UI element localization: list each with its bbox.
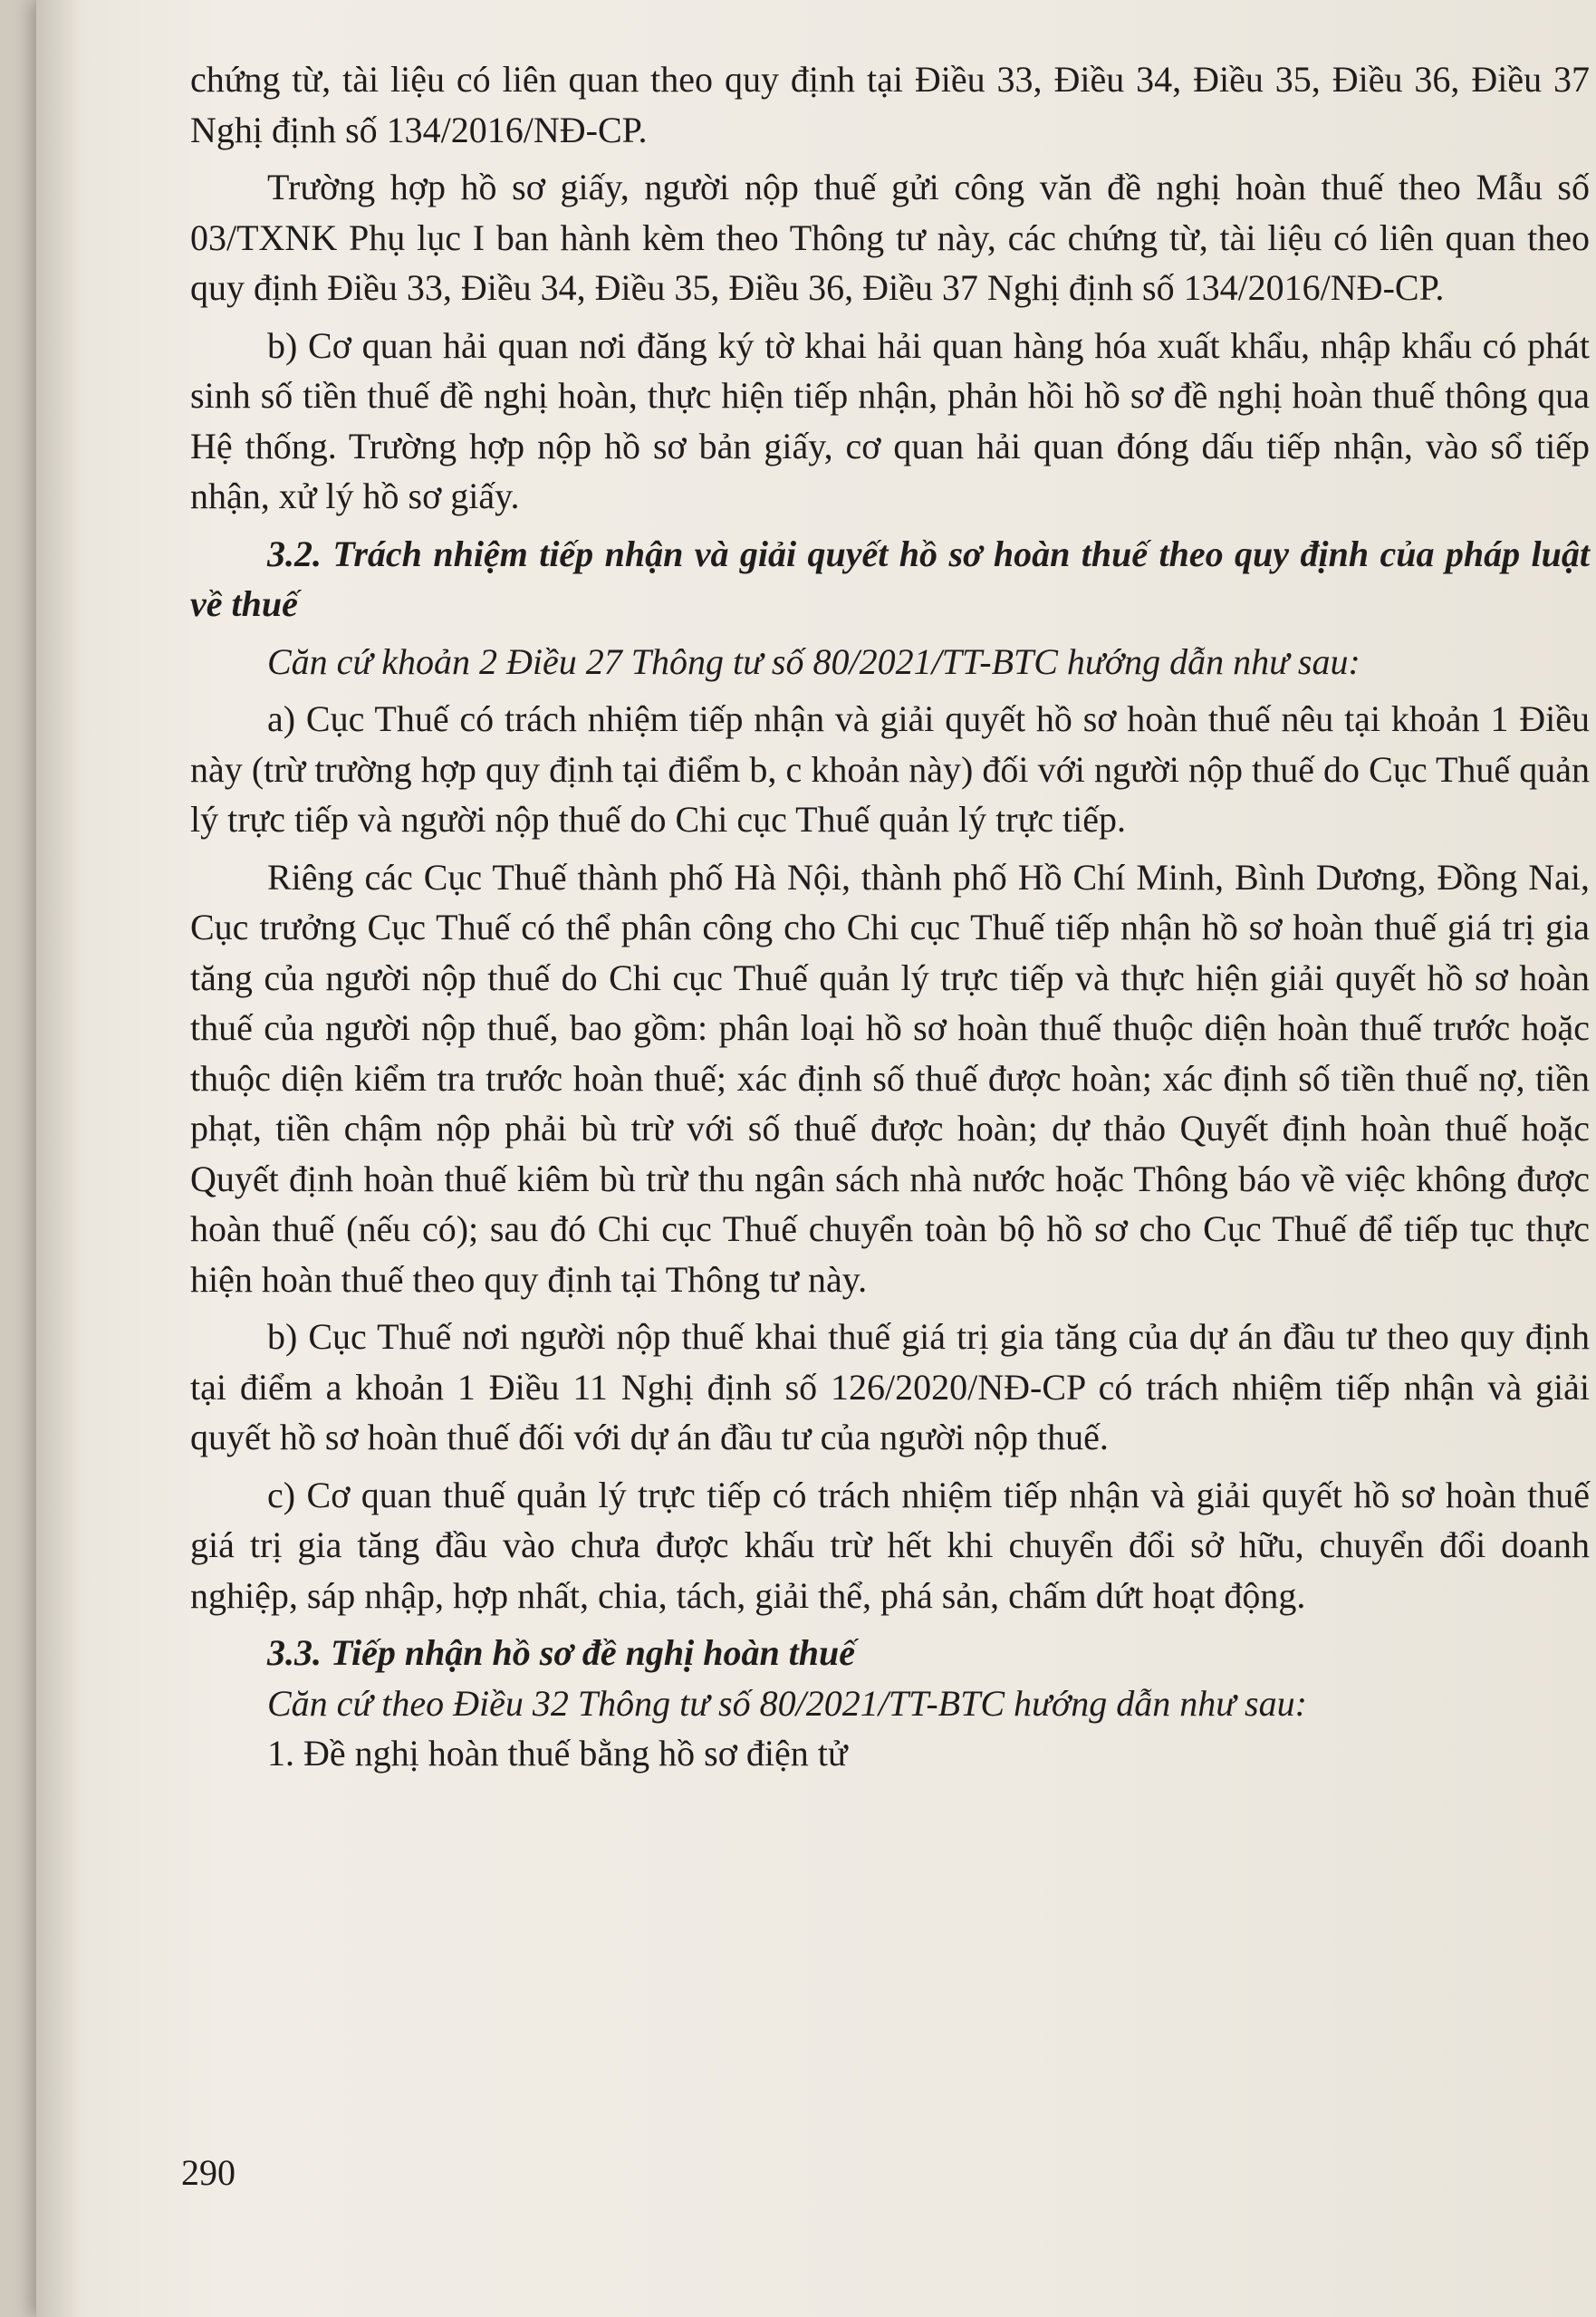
- page-number: 290: [181, 2152, 236, 2193]
- paragraph-continuation: chứng từ, tài liệu có liên quan theo quy định tại Điều 33, Điều 34, Điều 35, Điều 36, Điều 37 Nghị định số 134/2016/NĐ-CP.: [190, 59, 1590, 150]
- legal-basis-3-2: Căn cứ khoản 2 Điều 27 Thông tư số 80/2021/TT-BTC hướng dẫn như sau:: [267, 640, 1360, 682]
- paragraph-special-cities: Riêng các Cục Thuế thành phố Hà Nội, thành phố Hồ Chí Minh, Bình Dương, Đồng Nai, Cục trưởng Cục Thuế có thể phân công cho Chi cục Thuế tiếp nhận hồ sơ hoàn thuế giá trị gia tăng của người nộp thuế do Chi cục Thuế quản lý trực tiếp và thực hiện giải quyết hồ sơ hoàn thuế của người nộp thuế, bao gồm: phân loại hồ sơ hoàn thuế thuộc diện hoàn thuế trước hoặc thuộc diện kiểm tra trước hoàn thuế; xác định số thuế được hoàn; xác định số tiền thuế nợ, tiền phạt, tiền chậm nộp phải bù trừ với số thuế được hoàn; dự thảo Quyết định hoàn thuế hoặc Quyết định hoàn thuế kiêm bù trừ thu ngân sách nhà nước hoặc Thông báo về việc không được hoàn thuế (nếu có); sau đó Chi cục Thuế chuyển toàn bộ hồ sơ cho Cục Thuế để tiếp tục thực hiện hoàn thuế theo quy định tại Thông tư này.: [190, 856, 1590, 1300]
- paragraph-customs-agency: b) Cơ quan hải quan nơi đăng ký tờ khai hải quan hàng hóa xuất khẩu, nhập khẩu có phát sinh số tiền thuế đề nghị hoàn, thực hiện tiếp nhận, phản hồi hồ sơ đề nghị hoàn thuế thông qua Hệ thống. Trường hợp nộp hồ sơ bản giấy, cơ quan hải quan đóng dấu tiếp nhận, vào sổ tiếp nhận, xử lý hồ sơ giấy.: [190, 324, 1590, 516]
- section-heading-3-3: 3.3. Tiếp nhận hồ sơ đề nghị hoàn thuế: [267, 1632, 856, 1673]
- legal-basis-3-3: Căn cứ theo Điều 32 Thông tư số 80/2021/TT-BTC hướng dẫn như sau:: [267, 1682, 1307, 1724]
- book-page: [36, 0, 1596, 2317]
- section-heading-3-2: 3.2. Trách nhiệm tiếp nhận và giải quyết hồ sơ hoàn thuế theo quy định của pháp luật về thuế: [190, 533, 1590, 624]
- paragraph-item-1: 1. Đề nghị hoàn thuế bằng hồ sơ điện tử: [267, 1733, 848, 1774]
- page-body: [190, 54, 1590, 1779]
- paragraph-item-c: c) Cơ quan thuế quản lý trực tiếp có trách nhiệm tiếp nhận và giải quyết hồ sơ hoàn thuế giá trị gia tăng đầu vào chưa được khấu trừ hết khi chuyển đổi sở hữu, chuyển đổi doanh nghiệp, sáp nhập, hợp nhất, chia, tách, giải thể, phá sản, chấm dứt hoạt động.: [190, 1474, 1590, 1616]
- paragraph-item-a: a) Cục Thuế có trách nhiệm tiếp nhận và giải quyết hồ sơ hoàn thuế nêu tại khoản 1 Điều này (trừ trường hợp quy định tại điểm b, c khoản này) đối với người nộp thuế do Cục Thuế quản lý trực tiếp và người nộp thuế do Chi cục Thuế quản lý trực tiếp.: [190, 698, 1590, 840]
- paragraph-paper-dossier: Trường hợp hồ sơ giấy, người nộp thuế gửi công văn đề nghị hoàn thuế theo Mẫu số 03/TXNK Phụ lục I ban hành kèm theo Thông tư này, các chứng từ, tài liệu có liên quan theo quy định Điều 33, Điều 34, Điều 35, Điều 36, Điều 37 Nghị định số 134/2016/NĐ-CP.: [190, 167, 1590, 308]
- paragraph-item-b: b) Cục Thuế nơi người nộp thuế khai thuế giá trị gia tăng của dự án đầu tư theo quy định tại điểm a khoản 1 Điều 11 Nghị định số 126/2020/NĐ-CP có trách nhiệm tiếp nhận và giải quyết hồ sơ hoàn thuế đối với dự án đầu tư của người nộp thuế.: [190, 1316, 1590, 1457]
